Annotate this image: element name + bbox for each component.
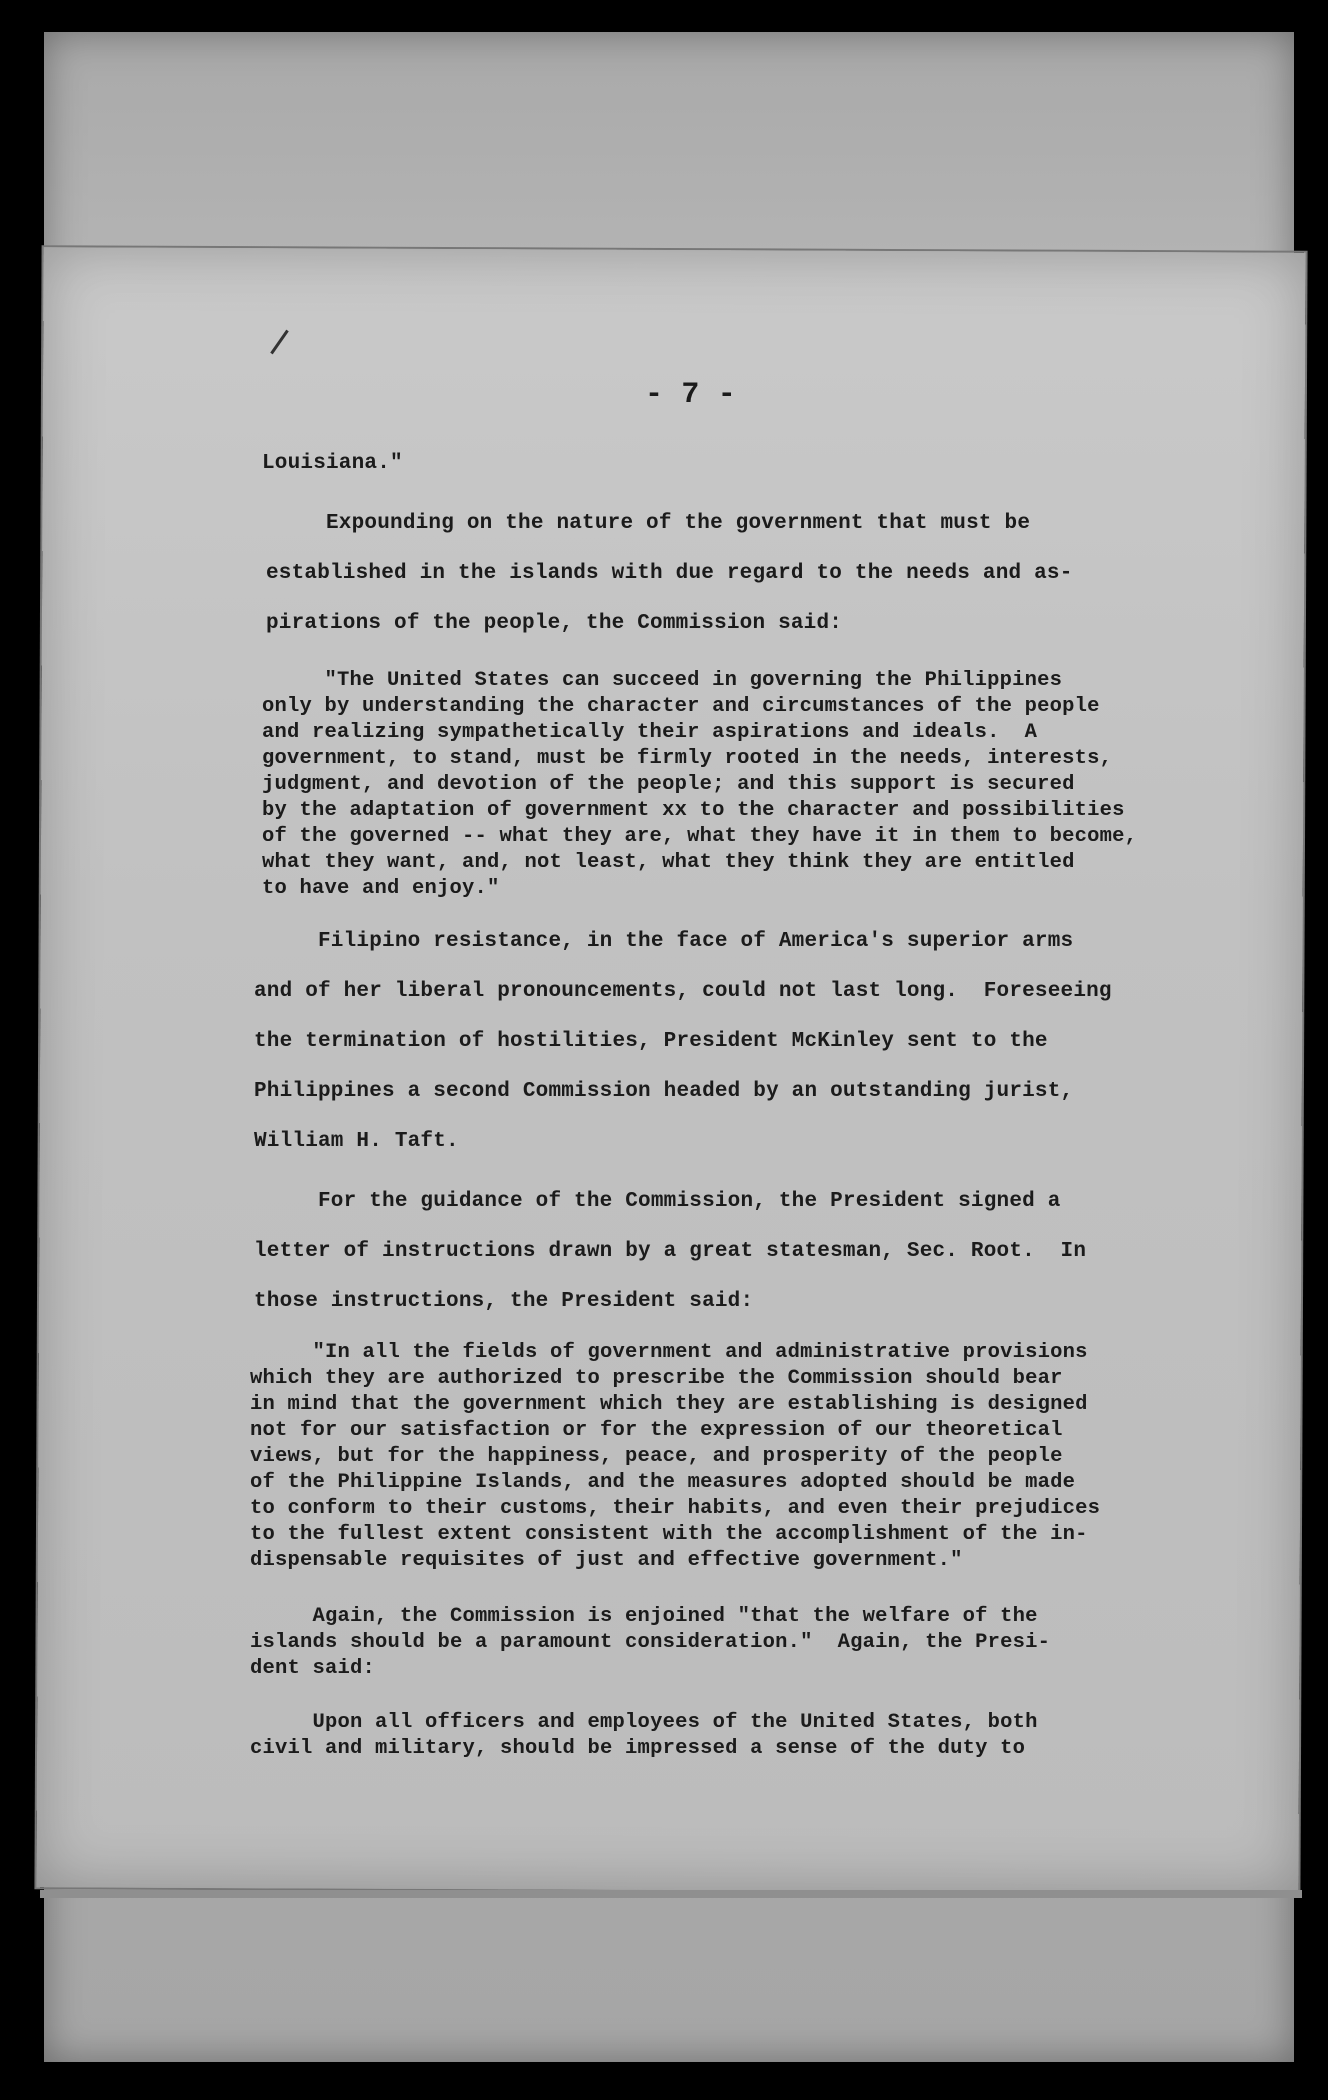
text-line: pirations of the people, the Commission said: — [266, 612, 843, 635]
quote-line: dispensable requisites of just and effective government." — [250, 1549, 963, 1572]
text-line: those instructions, the President said: — [254, 1290, 754, 1313]
quote-line: and realizing sympathetically their aspirations and ideals. A — [262, 721, 1038, 744]
quote-line: not for our satisfaction or for the expression of our theoretical — [250, 1419, 1063, 1442]
quote-line: "The United States can succeed in governing the Philippines — [262, 669, 1063, 692]
text-line: the termination of hostilities, President McKinley sent to the — [254, 1030, 1048, 1053]
text-line: Filipino resistance, in the face of America's superior arms — [254, 930, 1074, 953]
page-number: - 7 - — [645, 378, 737, 412]
quote-line: islands should be a paramount consideration." Again, the Presi- — [250, 1631, 1051, 1654]
quote-line: government, to stand, must be firmly rooted in the needs, interests, — [262, 747, 1113, 770]
quote-line: what they want, and, not least, what they think they are entitled — [262, 851, 1075, 874]
quote-line: which they are authorized to prescribe the Commission should bear — [250, 1367, 1063, 1390]
page-edge — [40, 1890, 1302, 1898]
quote-line: Again, the Commission is enjoined "that the welfare of the — [250, 1605, 1038, 1628]
quote-line: to conform to their customs, their habits, and even their prejudices — [250, 1497, 1101, 1520]
text-line: For the guidance of the Commission, the President signed a — [254, 1190, 1061, 1213]
quote-line: views, but for the happiness, peace, and prosperity of the people — [250, 1445, 1063, 1468]
quote-line: Upon all officers and employees of the United States, both — [250, 1711, 1038, 1734]
quote-line: to the fullest extent consistent with the accomplishment of the in- — [250, 1523, 1088, 1546]
quote-line: only by understanding the character and circumstances of the people — [262, 695, 1100, 718]
text-line: established in the islands with due regard to the needs and as- — [266, 562, 1073, 585]
text-line: Expounding on the nature of the government that must be — [262, 512, 1031, 535]
text-line: and of her liberal pronouncements, could not last long. Foreseeing — [254, 980, 1112, 1003]
quote-line: dent said: — [250, 1657, 376, 1680]
quote-line: in mind that the government which they are establishing is designed — [250, 1393, 1088, 1416]
quote-line: of the governed -- what they are, what they have it in them to become, — [262, 825, 1138, 848]
quote-line: civil and military, should be impressed a sense of the duty to — [250, 1737, 1026, 1760]
quote-line: of the Philippine Islands, and the measures adopted should be made — [250, 1471, 1076, 1494]
quote-line: to have and enjoy." — [262, 877, 500, 900]
text-line: letter of instructions drawn by a great statesman, Sec. Root. In — [254, 1240, 1087, 1263]
text-line: Philippines a second Commission headed by an outstanding jurist, — [254, 1080, 1074, 1103]
quote-line: judgment, and devotion of the people; and this support is secured — [262, 773, 1075, 796]
quote-line: "In all the fields of government and administrative provisions — [250, 1341, 1088, 1364]
text-line: William H. Taft. — [254, 1130, 459, 1153]
quote-line: by the adaptation of government xx to the character and possibilities — [262, 799, 1125, 822]
text-line: Louisiana." — [262, 452, 403, 475]
